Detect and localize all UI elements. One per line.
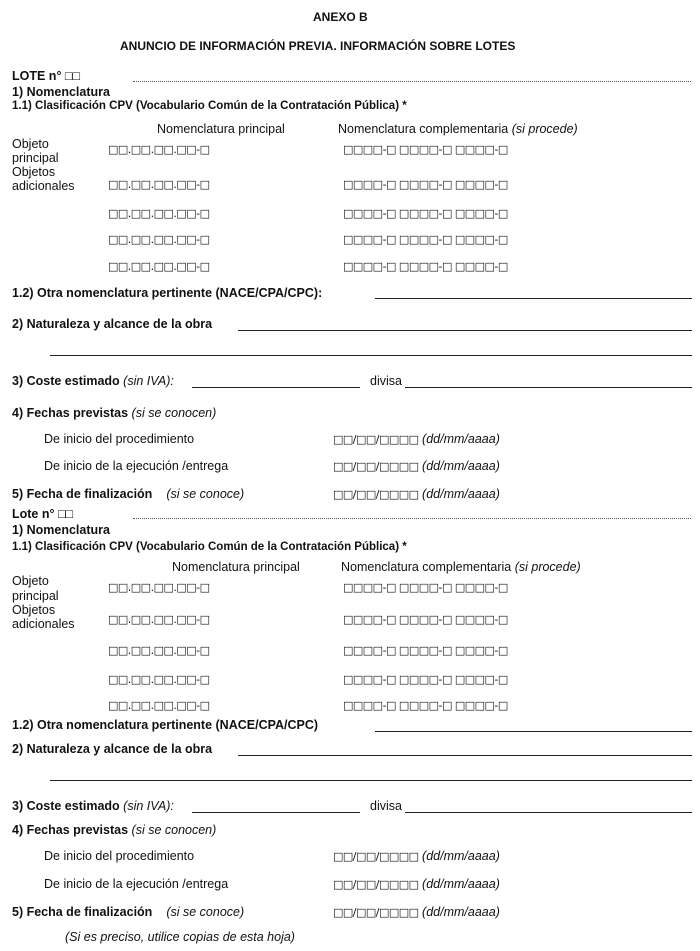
lot1-end-date-label: 5) Fecha de finalización (si se conoce) — [12, 487, 245, 501]
lot2-section-nomenclature: 1) Nomenclatura — [12, 523, 110, 537]
lot2-other-nomenclature-field[interactable] — [375, 731, 692, 732]
lot2-col-main: Nomenclatura principal — [172, 560, 300, 574]
lot2-nature-label: 2) Naturaleza y alcance de la obra — [12, 742, 213, 756]
lot1-other-nomenclature-label: 1.2) Otra nomenclatura pertinente (NACE/CPA/CPC): — [12, 286, 323, 300]
lot2-other-nomenclature-label: 1.2) Otra nomenclatura pertinente (NACE/CPA/CPC) — [12, 718, 319, 732]
lot2-nature-field-2[interactable] — [50, 780, 692, 781]
lot1-cost-label: 3) Coste estimado (sin IVA): — [12, 374, 174, 388]
lot1-start-execution-date: □□/□□/□□□□ (dd/mm/aaaa) — [333, 459, 500, 473]
lot2-end-date: □□/□□/□□□□ (dd/mm/aaaa) — [333, 905, 500, 919]
lot1-cost-field[interactable] — [192, 387, 360, 388]
lot1-comp-code-3[interactable]: □□□□-□ □□□□-□ □□□□-□ — [343, 207, 508, 220]
lot2-cpv-code-5[interactable]: □□.□□.□□.□□-□ — [108, 699, 210, 712]
lot1-end-date: □□/□□/□□□□ (dd/mm/aaaa) — [333, 487, 500, 501]
lot1-dotted-line — [133, 81, 691, 82]
lot2-main-object-label-2: principal — [12, 589, 59, 603]
lot1-cpv-code-3[interactable]: □□.□□.□□.□□-□ — [108, 207, 210, 220]
lot2-col-complementary: Nomenclatura complementaria (si procede) — [341, 560, 581, 574]
lot2-cpv-code-2[interactable]: □□.□□.□□.□□-□ — [108, 613, 210, 626]
lot1-cpv-code-1[interactable]: □□.□□.□□.□□-□ — [108, 143, 210, 156]
lot1-nature-field-2[interactable] — [50, 355, 692, 356]
lot1-main-object-label-2: principal — [12, 151, 59, 165]
lot2-comp-code-5[interactable]: □□□□-□ □□□□-□ □□□□-□ — [343, 699, 508, 712]
lot1-nature-field[interactable] — [238, 330, 692, 331]
lot1-cpv-code-4[interactable]: □□.□□.□□.□□-□ — [108, 233, 210, 246]
lot2-nature-field[interactable] — [238, 755, 692, 756]
lot1-section-cpv: 1.1) Clasificación CPV (Vocabulario Común de la Contratación Pública) * — [12, 100, 407, 112]
lot1-start-execution-label: De inicio de la ejecución /entrega — [44, 459, 229, 473]
lot2-dates-label: 4) Fechas previstas (si se conocen) — [12, 823, 217, 837]
footer-note: (Si es preciso, utilice copias de esta hoja) — [65, 930, 295, 944]
lot2-start-execution-label: De inicio de la ejecución /entrega — [44, 877, 229, 891]
lot2-end-date-label: 5) Fecha de finalización (si se conoce) — [12, 905, 245, 919]
lot1-col-complementary: Nomenclatura complementaria (si procede) — [338, 122, 578, 136]
lot2-comp-code-2[interactable]: □□□□-□ □□□□-□ □□□□-□ — [343, 613, 508, 626]
lot2-additional-objects-label: Objetos — [12, 603, 56, 617]
lot1-currency-label: divisa — [370, 374, 402, 388]
annex-label: ANEXO B — [313, 10, 368, 24]
lot2-cpv-code-3[interactable]: □□.□□.□□.□□-□ — [108, 644, 210, 657]
lot2-start-execution-date: □□/□□/□□□□ (dd/mm/aaaa) — [333, 877, 500, 891]
lot1-comp-code-2[interactable]: □□□□-□ □□□□-□ □□□□-□ — [343, 178, 508, 191]
lot1-additional-objects-label-2: adicionales — [12, 179, 75, 193]
lot1-other-nomenclature-field[interactable] — [375, 298, 692, 299]
lot2-main-object-label: Objeto — [12, 574, 49, 588]
lot2-comp-code-1[interactable]: □□□□-□ □□□□-□ □□□□-□ — [343, 581, 508, 594]
lot2-start-procedure-label: De inicio del procedimiento — [44, 849, 195, 863]
lot1-dates-label: 4) Fechas previstas (si se conocen) — [12, 406, 217, 420]
lot1-col-main: Nomenclatura principal — [157, 122, 285, 136]
lot2-cost-field[interactable] — [192, 812, 360, 813]
lot2-additional-objects-label-2: adicionales — [12, 617, 75, 631]
lot2-dotted-line — [133, 518, 691, 519]
lot2-start-procedure-date: □□/□□/□□□□ (dd/mm/aaaa) — [333, 849, 500, 863]
lot2-cpv-code-4[interactable]: □□.□□.□□.□□-□ — [108, 673, 210, 686]
lot2-currency-label: divisa — [370, 799, 402, 813]
lot1-comp-code-5[interactable]: □□□□-□ □□□□-□ □□□□-□ — [343, 260, 508, 273]
page-title: ANUNCIO DE INFORMACIÓN PREVIA. INFORMACIÓN SOBRE LOTES — [120, 39, 516, 53]
lot2-section-cpv: 1.1) Clasificación CPV (Vocabulario Común de la Contratación Pública) * — [12, 541, 407, 553]
lot1-additional-objects-label: Objetos — [12, 165, 56, 179]
lot2-currency-field[interactable] — [405, 812, 692, 813]
lot1-nature-label: 2) Naturaleza y alcance de la obra — [12, 317, 213, 331]
lot1-comp-code-4[interactable]: □□□□-□ □□□□-□ □□□□-□ — [343, 233, 508, 246]
lot1-currency-field[interactable] — [405, 387, 692, 388]
lot1-label: LOTE n° □□ — [12, 69, 81, 83]
lot2-label: Lote n° □□ — [12, 507, 74, 521]
lot1-main-object-label: Objeto — [12, 137, 49, 151]
lot2-cost-label: 3) Coste estimado (sin IVA): — [12, 799, 174, 813]
lot2-cpv-code-1[interactable]: □□.□□.□□.□□-□ — [108, 581, 210, 594]
lot2-comp-code-3[interactable]: □□□□-□ □□□□-□ □□□□-□ — [343, 644, 508, 657]
lot1-start-procedure-label: De inicio del procedimiento — [44, 432, 195, 446]
lot2-comp-code-4[interactable]: □□□□-□ □□□□-□ □□□□-□ — [343, 673, 508, 686]
lot1-cpv-code-2[interactable]: □□.□□.□□.□□-□ — [108, 178, 210, 191]
lot1-start-procedure-date: □□/□□/□□□□ (dd/mm/aaaa) — [333, 432, 500, 446]
lot1-section-nomenclature: 1) Nomenclatura — [12, 85, 110, 99]
lot1-comp-code-1[interactable]: □□□□-□ □□□□-□ □□□□-□ — [343, 143, 508, 156]
lot1-cpv-code-5[interactable]: □□.□□.□□.□□-□ — [108, 260, 210, 273]
